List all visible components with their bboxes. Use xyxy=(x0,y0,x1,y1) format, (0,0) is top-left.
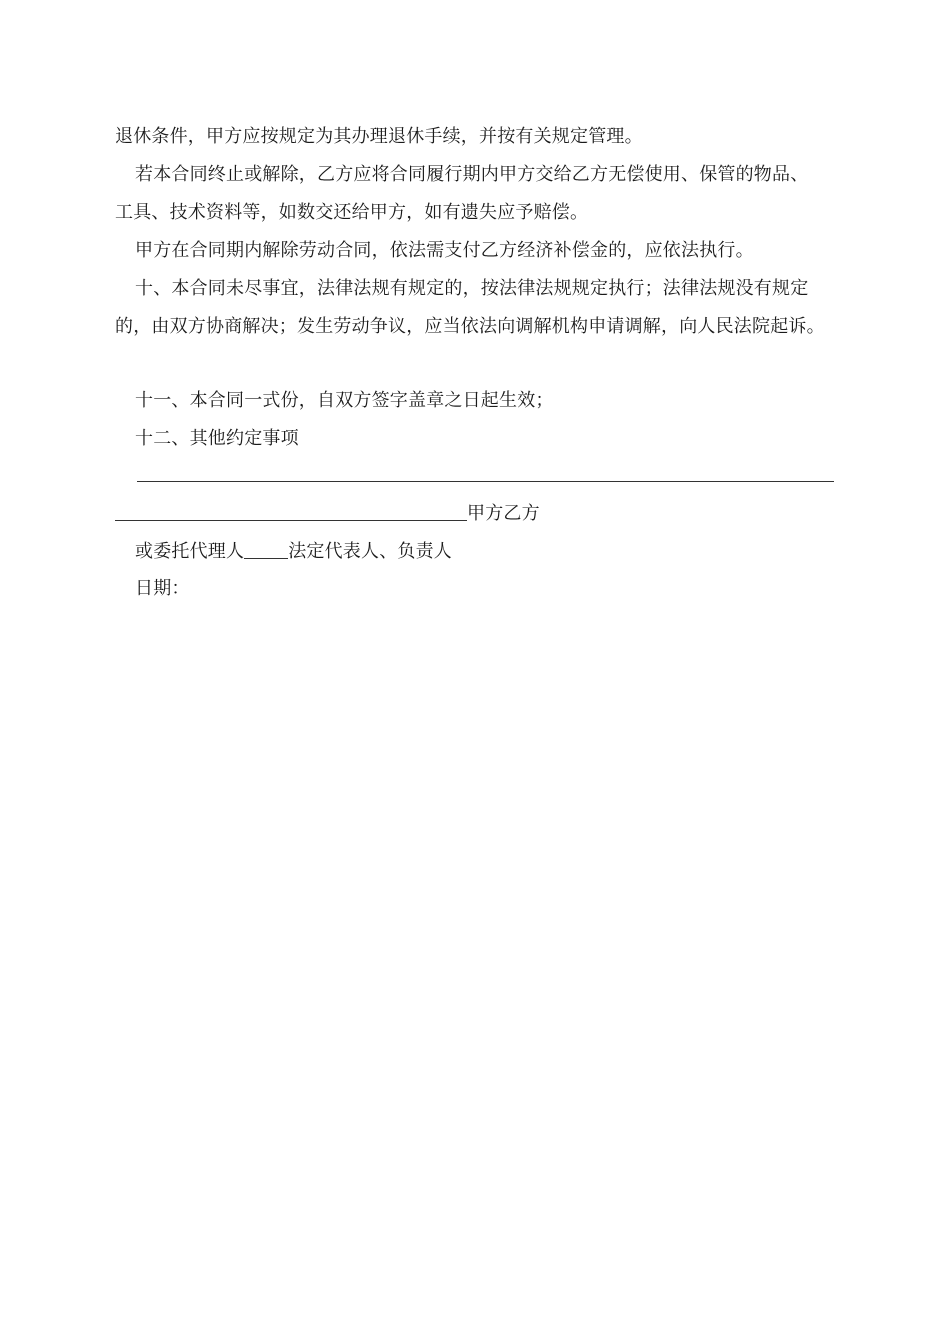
agent-row xyxy=(135,538,865,565)
signature-blank-line xyxy=(115,500,467,521)
agent-label: 或委托代理人 xyxy=(135,541,245,562)
clause-ten-line2: 的，由双方协商解决；发生劳动争议，应当依法向调解机构申请调解，向人民法院起诉。 xyxy=(115,316,825,337)
clause-ten-line1: 十、本合同未尽事宜，法律法规有规定的，按法律法规规定执行；法律法规没有规定 xyxy=(135,278,809,299)
paragraph-compensation: 甲方在合同期内解除劳动合同，依法需支付乙方经济补偿金的，应依法执行。 xyxy=(135,240,754,261)
representative-label: 法定代表人、负责人 xyxy=(288,541,453,562)
date-label: 日期： xyxy=(135,578,190,599)
signature-parties-row xyxy=(115,500,845,527)
clause-eleven: 十一、本合同一式份，自双方签字盖章之日起生效； xyxy=(135,390,554,411)
clause-twelve: 十二、其他约定事项 xyxy=(135,428,299,449)
other-terms-blank-line xyxy=(137,481,834,482)
paragraph-retirement: 退休条件，甲方应按规定为其办理退休手续，并按有关规定管理。 xyxy=(115,126,643,147)
agent-blank-line xyxy=(244,538,288,559)
paragraph-return-items-line1: 若本合同终止或解除，乙方应将合同履行期内甲方交给乙方无偿使用、保管的物品、 xyxy=(135,164,809,185)
paragraph-return-items-line2: 工具、技术资料等，如数交还给甲方，如有遗失应予赔偿。 xyxy=(115,202,589,223)
signature-parties-label: 甲方乙方 xyxy=(467,503,540,524)
